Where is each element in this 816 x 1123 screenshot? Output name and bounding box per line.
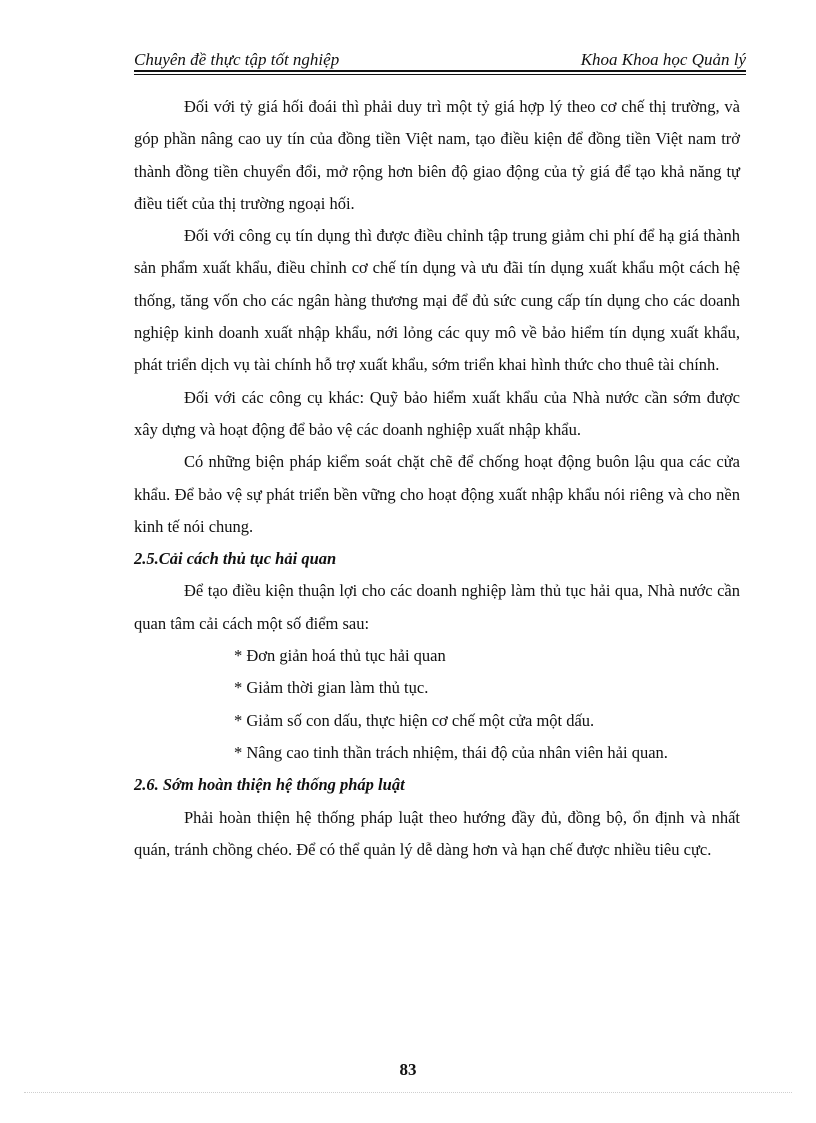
- paragraph-smuggling-control: Có những biện pháp kiểm soát chặt chẽ để chống hoạt động buôn lậu qua các cửa khẩu. Để bảo vệ sự phát triển bền vững cho hoạt động xuất nhập khẩu nói riêng và cho nền kinh tế nói chung.: [134, 452, 740, 536]
- list-item: * Giảm thời gian làm thủ tục.: [234, 678, 429, 698]
- bottom-divider: [24, 1092, 792, 1093]
- header-rule-thick: [134, 70, 746, 72]
- document-body: [134, 91, 740, 866]
- header-rule-thin: [134, 74, 746, 75]
- list-item: * Nâng cao tinh thần trách nhiệm, thái độ của nhân viên hải quan.: [234, 742, 668, 762]
- paragraph-exchange-rate: Đối với tỷ giá hối đoái thì phải duy trì một tỷ giá hợp lý theo cơ chế thị trường, và góp phần nâng cao uy tín của đồng tiền Việt nam, tạo điều kiện để đồng tiền Việt nam trở thành đồng tiền chuyển đổi, mở rộng hơn biên độ giao động của tỷ giá để tạo khả năng tự điều tiết của thị trường ngoại hối.: [134, 97, 740, 213]
- page-header: [134, 48, 746, 72]
- section-heading-2-6: 2.6. Sớm hoàn thiện hệ thống pháp luật: [134, 775, 405, 795]
- paragraph-other-tools: Đối với các công cụ khác: Quỹ bảo hiểm xuất khẩu của Nhà nước cần sớm được xây dựng và hoạt động để bảo vệ các doanh nghiệp xuất nhập khẩu.: [134, 387, 740, 439]
- header-faculty: Khoa Khoa học Quản lý: [580, 50, 746, 69]
- header-course-title: Chuyên đề thực tập tốt nghiệp: [134, 50, 340, 69]
- paragraph-customs-intro: Để tạo điều kiện thuận lợi cho các doanh nghiệp làm thủ tục hải qua, Nhà nước cần quan tâm cải cách một số điểm sau:: [134, 581, 740, 633]
- list-item: * Giảm số con dấu, thực hiện cơ chế một cửa một dấu.: [234, 710, 595, 730]
- section-heading-2-5: 2.5.Cải cách thủ tục hải quan: [134, 549, 337, 569]
- list-item: * Đơn giản hoá thủ tục hải quan: [234, 646, 446, 666]
- paragraph-credit-tools: Đối với công cụ tín dụng thì được điều chỉnh tập trung giảm chi phí để hạ giá thành sản phẩm xuất khẩu, điều chỉnh cơ chế tín dụng và ưu đãi tín dụng xuất khẩu một cách hệ thống, tăng vốn cho các ngân hàng thương mại để đủ sức cung cấp tín dụng cho các doanh nghiệp kinh doanh xuất nhập khẩu, nới lỏng các quy mô về bảo hiểm tín dụng xuất khẩu, phát triển dịch vụ tài chính hỗ trợ xuất khẩu, sớm triển khai hình thức cho thuê tài chính.: [134, 226, 740, 375]
- page-number: 83: [399, 1060, 417, 1079]
- paragraph-legal-system: Phải hoàn thiện hệ thống pháp luật theo hướng đầy đủ, đồng bộ, ổn định và nhất quán, tránh chồng chéo. Để có thể quản lý dễ dàng hơn và hạn chế được nhiều tiêu cực.: [134, 807, 740, 859]
